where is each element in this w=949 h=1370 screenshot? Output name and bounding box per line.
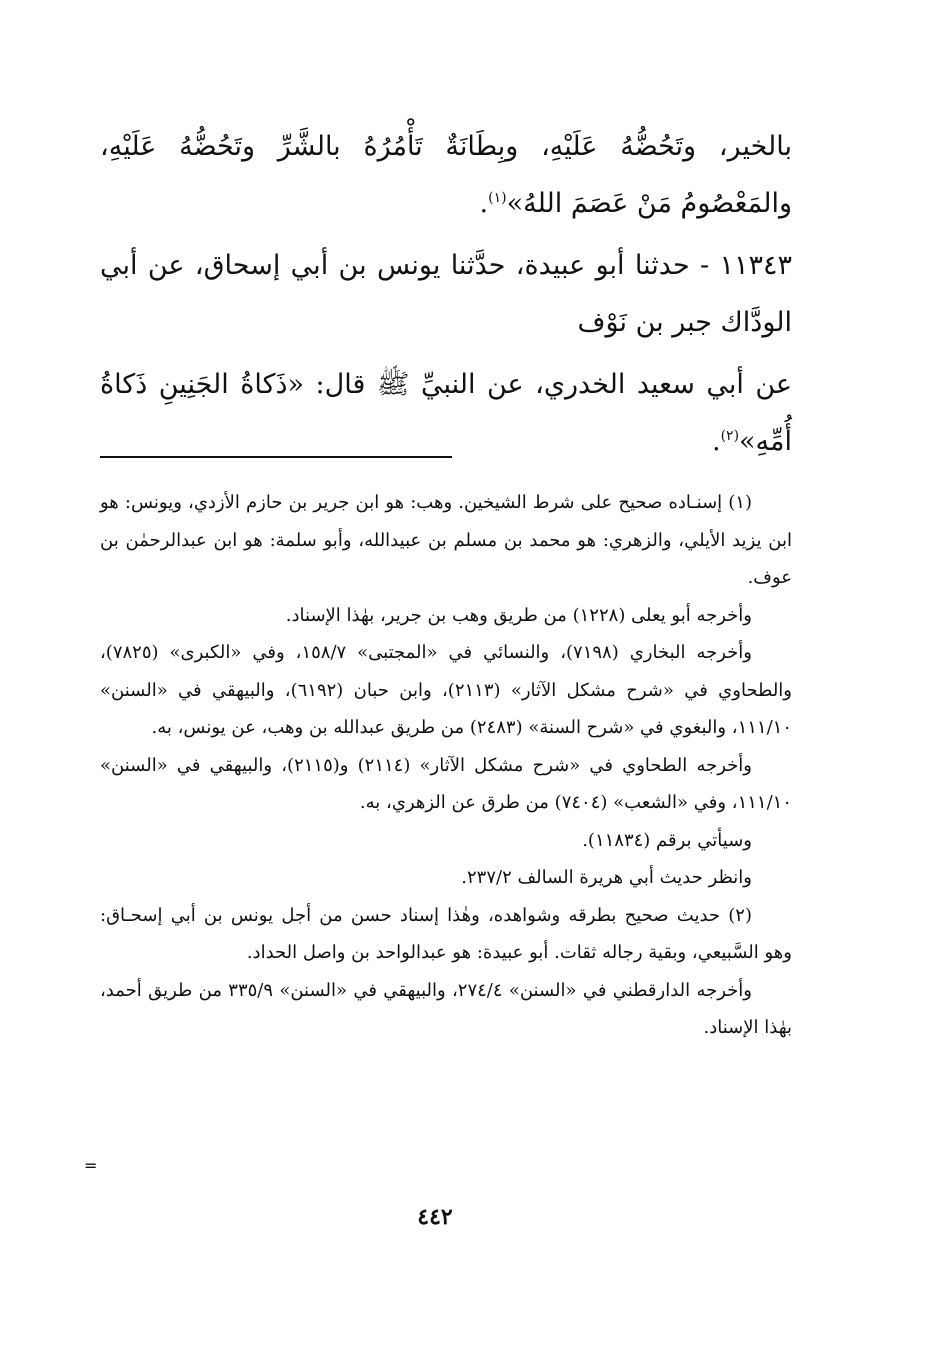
footnote-divider	[100, 456, 452, 458]
main-text-3: عن أبي سعيد الخدري، عن النبيِّ ﷺ قال: «ذَكاةُ الجَنِينِ ذَكاةُ أُمِّهِ»	[100, 369, 792, 457]
footnote-1-para-3: وأخرجه البخاري (٧١٩٨)، والنسائي في «المجتبى» ١٥٨/٧، وفي «الكبرى» (٧٨٢٥)، والطحاوي في «شرح مشكل الآثار» (٢١١٣)، وابن حبان (٦١٩٢)، والبيهقي في «السنن» ١١١/١٠، والبغوي في «شرح السنة» (٢٤٨٣) من طريق عبدالله بن وهب، عن يونس، به.	[100, 642, 793, 738]
main-tail-1: .	[479, 188, 489, 219]
footnote-ref-1: (١)	[488, 190, 507, 206]
footnote-2-para-2: وأخرجه الدارقطني في «السنن» ٢٧٤/٤، والبيهقي في «السنن» ٣٣٥/٩ من طريق أحمد، بهٰذا الإسناد.	[100, 979, 792, 1038]
main-tail-3: .	[711, 426, 721, 457]
page-body	[100, 118, 792, 1238]
continuation-mark: =	[84, 1156, 98, 1175]
main-paragraph-2: ١١٣٤٣ - حدثنا أبو عبيدة، حدَّثنا يونس بن أبي إسحاق، عن أبي الودَّاك جبر بن نَوْف	[100, 250, 792, 338]
main-text-1: بالخير، وتَحُضُّهُ عَلَيْهِ، وبِطَانَةٌ تَأْمُرُهُ بالشَّرِّ وتَحُضُّهُ عَلَيْهِ، والمَعْصُومُ مَنْ عَصَمَ اللهُ»	[100, 131, 792, 219]
footnote-1-para-5: وسيأتي برقم (١١٨٣٤).	[582, 829, 752, 851]
footnote-1-para-4: وأخرجه الطحاوي في «شرح مشكل الآثار» (٢١١٤) و(٢١١٥)، والبيهقي في «السنن» ١١١/١٠، وفي «الشعب» (٧٤٠٤) من طرق عن الزهري، به.	[100, 754, 792, 813]
footnote-2: (٢) حديث صحيح بطرقه وشواهده، وهٰذا إسناد حسن من أجل يونس بن أبي إسحـاق: وهو السَّبيعي، وبقية رجاله ثقات. أبو عبيدة: هو عبدالواحد بن واصل الحداد.	[100, 904, 792, 963]
footnote-1-para-2: وأخرجه أبو يعلى (١٢٢٨) من طريق وهب بن جرير، بهٰذا الإسناد.	[285, 604, 752, 626]
footnote-1-para-6: وانظر حديث أبي هريرة السالف ٢٣٧/٢.	[461, 867, 752, 888]
footnote-1: (١) إسنـاده صحيح على شرط الشيخين. وهب: هو ابن جرير بن حازم الأزدي، ويونس: هو ابن يزيد الأيلي، والزهري: هو محمد بن مسلم بن عبيدالله، وأبو سلمة: هو ابن عبدالرحمٰن بن عوف.	[100, 492, 792, 588]
page-number: ٤٤٢	[417, 1204, 453, 1230]
main-paragraph-1	[100, 118, 792, 232]
footnote-ref-2: (٢)	[720, 428, 740, 444]
main-paragraph-3	[100, 356, 792, 470]
footnotes	[100, 484, 792, 1047]
